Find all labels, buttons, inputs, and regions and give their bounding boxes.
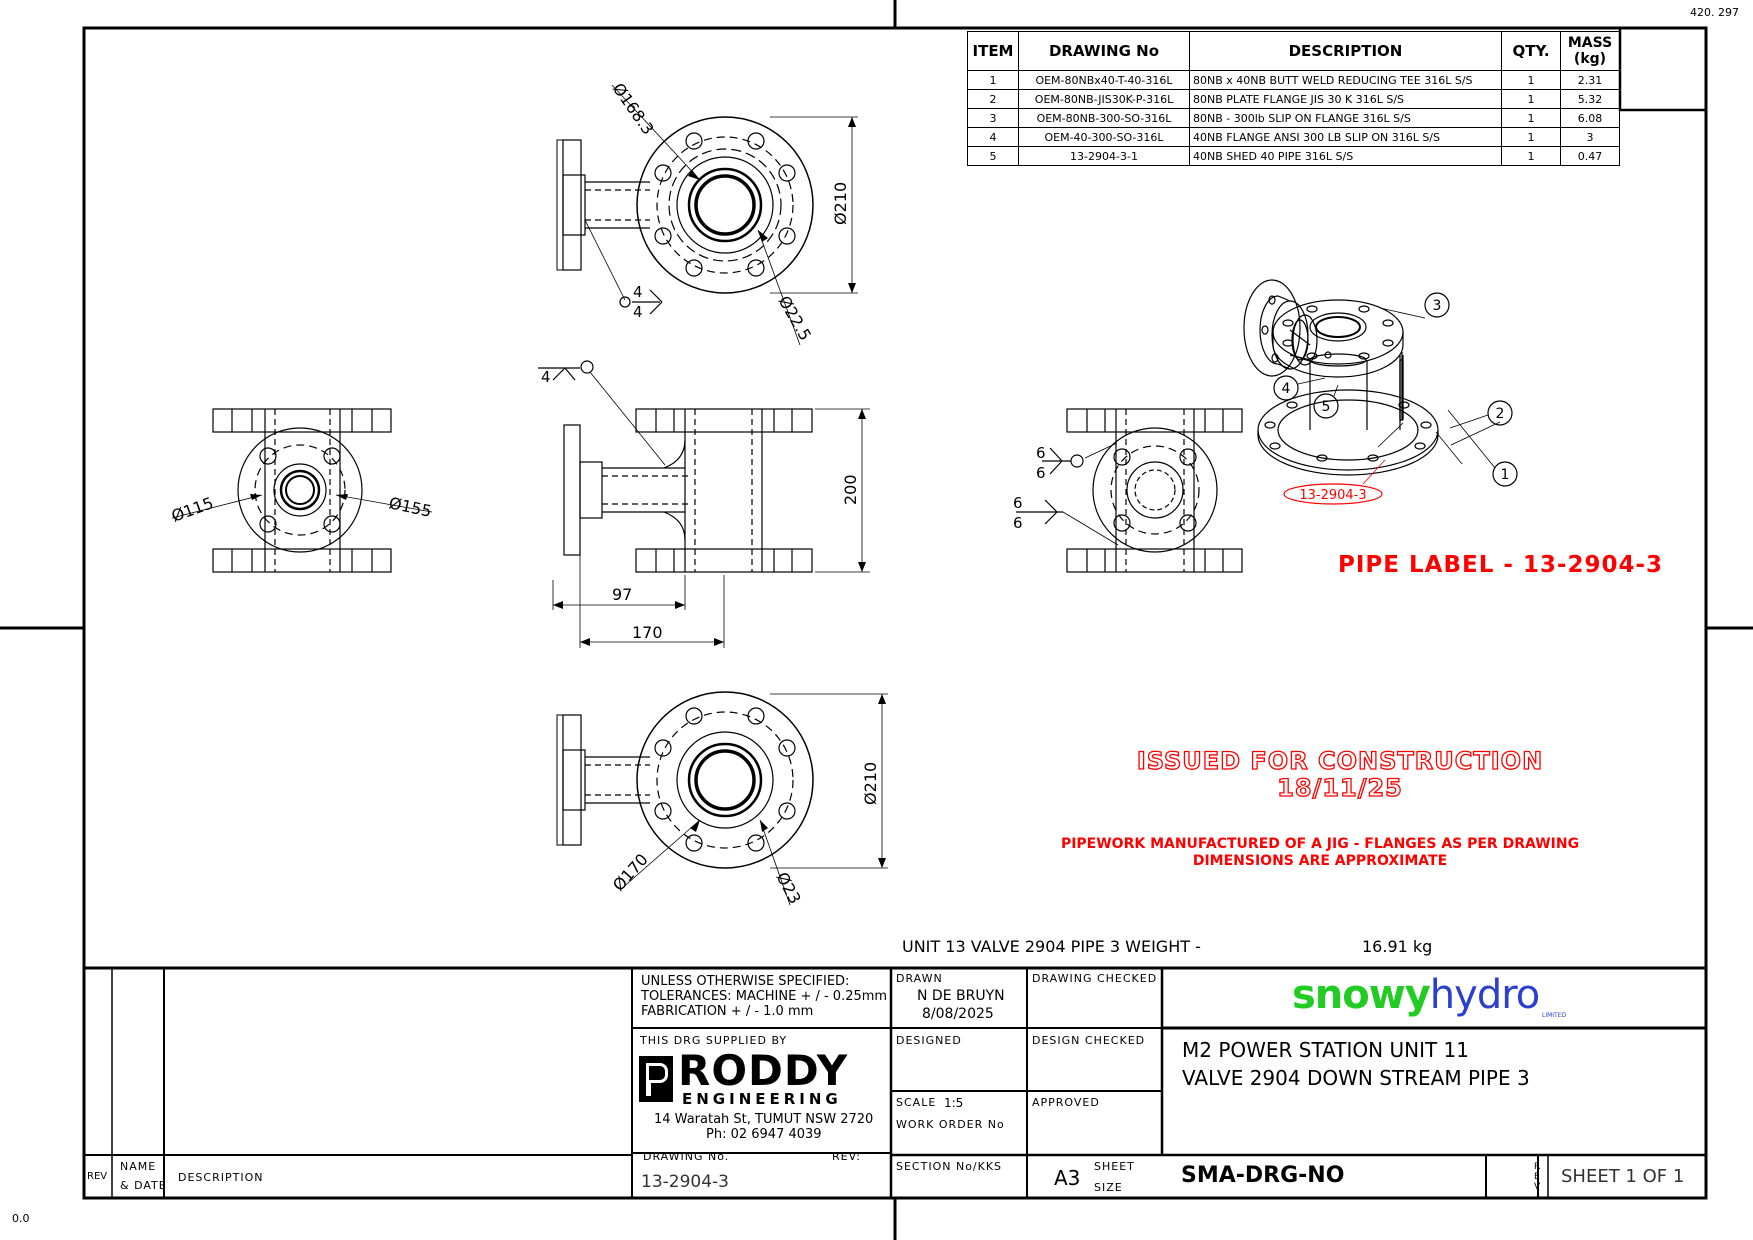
pipe-label-note: PIPE LABEL - 13-2904-3: [1338, 552, 1664, 578]
balloon-2: 2: [1495, 406, 1505, 422]
bom-cell: 80NB - 300lb SLIP ON FLANGE 316L S/S: [1190, 109, 1502, 128]
weld-right-b1: 6: [1013, 494, 1023, 512]
supplier-address-1: 14 Waratah St, TUMUT NSW 2720: [654, 1112, 874, 1127]
snowy-logo-text: snowy: [1292, 972, 1430, 1018]
bom-header-description: DESCRIPTION: [1190, 32, 1502, 71]
dim-d170: Ø170: [608, 849, 652, 895]
sheet-size-label-2: SIZE: [1094, 1181, 1123, 1194]
issued-for-construction-stamp: [1100, 748, 1580, 802]
bom-cell: 1: [1502, 147, 1561, 166]
note-line-2: DIMENSIONS ARE APPROXIMATE: [1192, 853, 1448, 869]
dim-len-170: 170: [632, 623, 663, 642]
dim-d23: Ø23: [772, 868, 805, 907]
balloon-4: 4: [1281, 381, 1291, 397]
pipe-tag: 13-2904-3: [1299, 488, 1367, 503]
tolerances-line-1: UNLESS OTHERWISE SPECIFIED:: [641, 974, 850, 989]
weld-right-b2: 6: [1013, 514, 1023, 532]
bom-cell: 1: [1502, 90, 1561, 109]
dim-d115: Ø115: [168, 493, 216, 526]
document-number: SMA-DRG-NO: [1181, 1163, 1345, 1188]
design-checked-label: DESIGN CHECKED: [1032, 1034, 1146, 1047]
bill-of-materials: [967, 31, 1620, 166]
table-row: [968, 128, 1620, 147]
bom-cell: OEM-80NB-JIS30K-P-316L: [1019, 90, 1190, 109]
bom-cell: 40NB SHED 40 PIPE 316L S/S: [1190, 147, 1502, 166]
rev-column-label: REV: [87, 1171, 108, 1182]
dim-d168-3: Ø168.3: [608, 79, 658, 139]
rev-label: REV:: [832, 1150, 861, 1163]
bom-header-drawing-no: DRAWING No: [1019, 32, 1190, 71]
issued-line-1: ISSUED FOR CONSTRUCTION: [1136, 747, 1544, 775]
dim-len-200: 200: [841, 474, 860, 505]
designed-label: DESIGNED: [896, 1034, 962, 1047]
dim-d210-bottom: Ø210: [861, 761, 880, 805]
supplier-address-2: Ph: 02 6947 4039: [706, 1127, 822, 1142]
roddy-logo-sub: ENGINEERING: [682, 1090, 842, 1108]
drawing-checked-label: DRAWING CHECKED: [1032, 972, 1158, 985]
balloon-5: 5: [1321, 399, 1331, 415]
weld-top-b: 4: [633, 303, 643, 321]
weight-label: UNIT 13 VALVE 2904 PIPE 3 WEIGHT -: [902, 937, 1201, 956]
bom-cell: 1: [1502, 128, 1561, 147]
dim-d155: Ø155: [387, 493, 434, 521]
table-row: [968, 71, 1620, 90]
hydro-logo-text: hydro: [1429, 972, 1540, 1018]
weld-top-a: 4: [633, 283, 643, 301]
approved-label: APPROVED: [1032, 1096, 1100, 1109]
weld-right-a2: 6: [1036, 464, 1046, 482]
bom-cell: 4: [968, 128, 1019, 147]
table-row: [968, 147, 1620, 166]
limited-logo-text: LIMITED: [1542, 1012, 1567, 1019]
tolerances-line-3: FABRICATION + / - 1.0 mm: [641, 1004, 814, 1019]
sheet-size-label-1: SHEET: [1094, 1160, 1135, 1173]
bom-header-item: ITEM: [968, 32, 1019, 71]
drawing-no-value: 13-2904-3: [641, 1172, 729, 1192]
table-row: [968, 90, 1620, 109]
drawing-title-line-1: M2 POWER STATION UNIT 11: [1182, 1038, 1469, 1062]
dim-d210-top: Ø210: [831, 181, 850, 225]
bom-cell: 80NB x 40NB BUTT WELD REDUCING TEE 316L S/S: [1190, 71, 1502, 90]
tolerances-line-2: TOLERANCES: MACHINE + / - 0.25mm: [641, 989, 888, 1004]
scale-label: SCALE: [896, 1096, 937, 1109]
section-label: SECTION No/KKS: [896, 1160, 1003, 1173]
dim-len-97: 97: [612, 585, 633, 604]
roddy-logo-mark: [639, 1056, 673, 1102]
dim-d22-5: Ø22.5: [774, 292, 816, 344]
supplied-by-label: THIS DRG SUPPLIED BY: [640, 1034, 788, 1047]
sheet-ref-top-right: 420. 297: [1690, 6, 1739, 19]
bom-cell: 3: [1561, 128, 1620, 147]
bom-cell: 5.32: [1561, 90, 1620, 109]
bom-header-mass: MASS (kg): [1561, 32, 1620, 71]
bom-header-qty: QTY.: [1502, 32, 1561, 71]
roddy-logo-text: RODDY: [678, 1046, 849, 1095]
description-column-label: DESCRIPTION: [178, 1171, 264, 1184]
bom-cell: 2.31: [1561, 71, 1620, 90]
sheet-of-label: SHEET 1 OF 1: [1561, 1166, 1685, 1187]
note-line-1: PIPEWORK MANUFACTURED OF A JIG - FLANGES AS PER DRAWING: [1060, 836, 1580, 852]
bom-cell: 80NB PLATE FLANGE JIS 30 K 316L S/S: [1190, 90, 1502, 109]
weld-right-a1: 6: [1036, 444, 1046, 462]
bom-cell: 13-2904-3-1: [1019, 147, 1190, 166]
table-row: [968, 109, 1620, 128]
rev-vertical-label: REV: [1534, 1162, 1541, 1192]
bom-cell: 1: [1502, 71, 1561, 90]
sheet-size-value: A3: [1054, 1166, 1081, 1190]
name-date-label-2: & DATE: [120, 1179, 167, 1192]
bom-cell: 1: [968, 71, 1019, 90]
name-date-label-1: NAME: [120, 1160, 157, 1173]
bom-cell: OEM-80NBx40-T-40-316L: [1019, 71, 1190, 90]
drawn-by: N DE BRUYN: [917, 988, 1005, 1004]
work-order-label: WORK ORDER No: [896, 1118, 1005, 1131]
drawing-no-label: DRAWING No.: [643, 1150, 730, 1163]
bom-cell: 3: [968, 109, 1019, 128]
balloon-3: 3: [1432, 298, 1442, 314]
sheet-ref-bottom-left: 0.0: [12, 1212, 30, 1225]
weight-value: 16.91 kg: [1362, 937, 1433, 956]
bom-cell: 6.08: [1561, 109, 1620, 128]
bom-cell: 2: [968, 90, 1019, 109]
snowy-hydro-logo: [1292, 972, 1567, 1019]
bom-cell: OEM-40-300-SO-316L: [1019, 128, 1190, 147]
balloon-1: 1: [1500, 467, 1510, 483]
drawn-date: 8/08/2025: [922, 1006, 994, 1022]
issued-line-2: 18/11/25: [1277, 774, 1403, 802]
bom-cell: 40NB FLANGE ANSI 300 LB SLIP ON 316L S/S: [1190, 128, 1502, 147]
drawing-title-line-2: VALVE 2904 DOWN STREAM PIPE 3: [1182, 1066, 1530, 1090]
bom-cell: OEM-80NB-300-SO-316L: [1019, 109, 1190, 128]
fabrication-note: [1020, 836, 1620, 870]
bom-cell: 1: [1502, 109, 1561, 128]
bom-cell: 0.47: [1561, 147, 1620, 166]
scale-value: 1:5: [944, 1096, 964, 1110]
drawn-label: DRAWN: [896, 972, 943, 985]
bom-cell: 5: [968, 147, 1019, 166]
weld-side: 4: [541, 368, 551, 386]
